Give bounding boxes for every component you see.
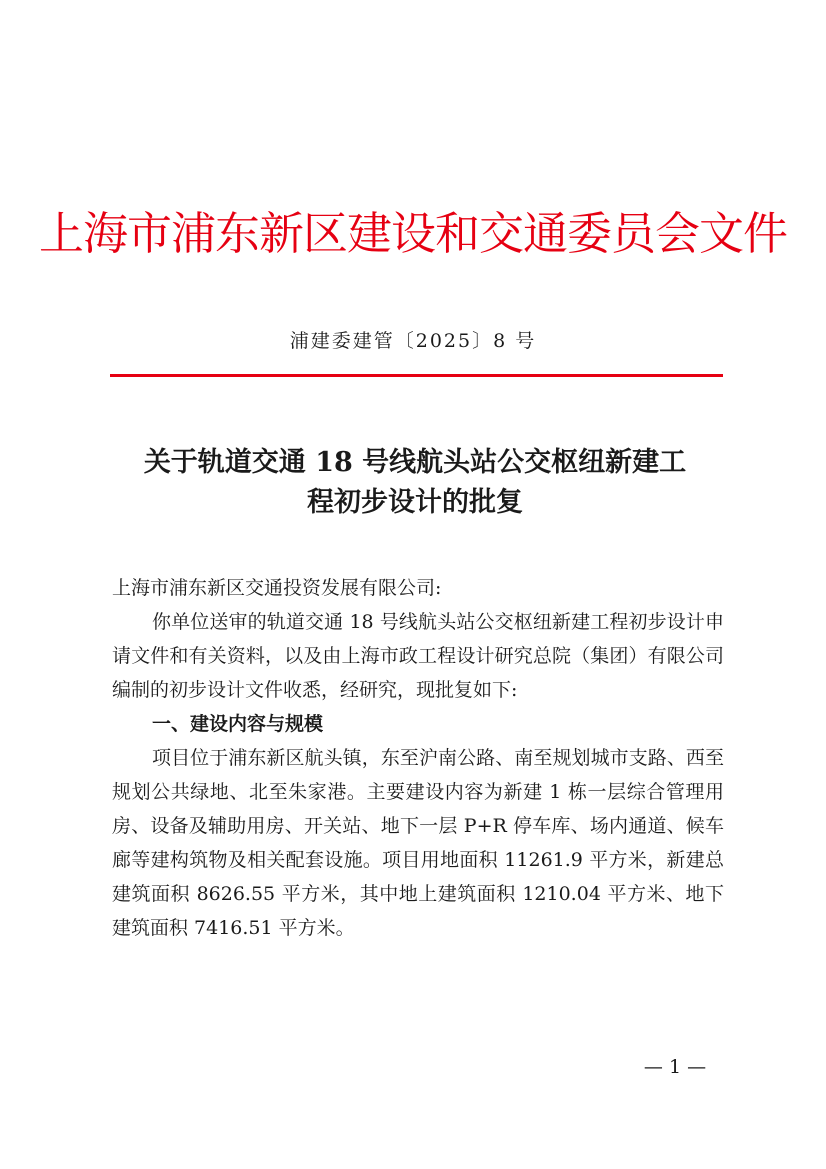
red-divider-line: [110, 374, 723, 377]
issuer-header: 上海市浦东新区建设和交通委员会文件: [38, 207, 787, 260]
title-line-2: 程初步设计的批复: [307, 487, 523, 518]
title-line-1: 关于轨道交通 18 号线航头站公交枢纽新建工: [143, 447, 687, 478]
document-title: [100, 443, 730, 523]
body-paragraph-1: 你单位送审的轨道交通 18 号线航头站公交枢纽新建工程初步设计申请文件和有关资料，以及由上海市政工程设计研究总院（集团）有限公司编制的初步设计文件收悉，经研究，现批复如下:: [112, 611, 724, 701]
section-heading-1: 一、建设内容与规模: [152, 713, 324, 735]
body-paragraph-2: 项目位于浦东新区航头镇，东至沪南公路、南至规划城市支路、西至规划公共绿地、北至朱家港。主要建设内容为新建 1 栋一层综合管理用房、设备及辅助用房、开关站、地下一层 P+R 停车库、场内通道、候车廊等建构筑物及相关配套设施。项目用地面积 11261.9 平方米，新建总建筑面积 8626.55 平方米，其中地上建筑面积 1210.04 平方米、地下建筑面积 7416.51 平方米。: [112, 747, 724, 939]
addressee: 上海市浦东新区交通投资发展有限公司:: [112, 577, 442, 599]
document-number: 浦建委建管〔2025〕8 号: [289, 330, 537, 352]
document-body: [112, 571, 724, 945]
page-number: — 1 —: [643, 1056, 707, 1078]
